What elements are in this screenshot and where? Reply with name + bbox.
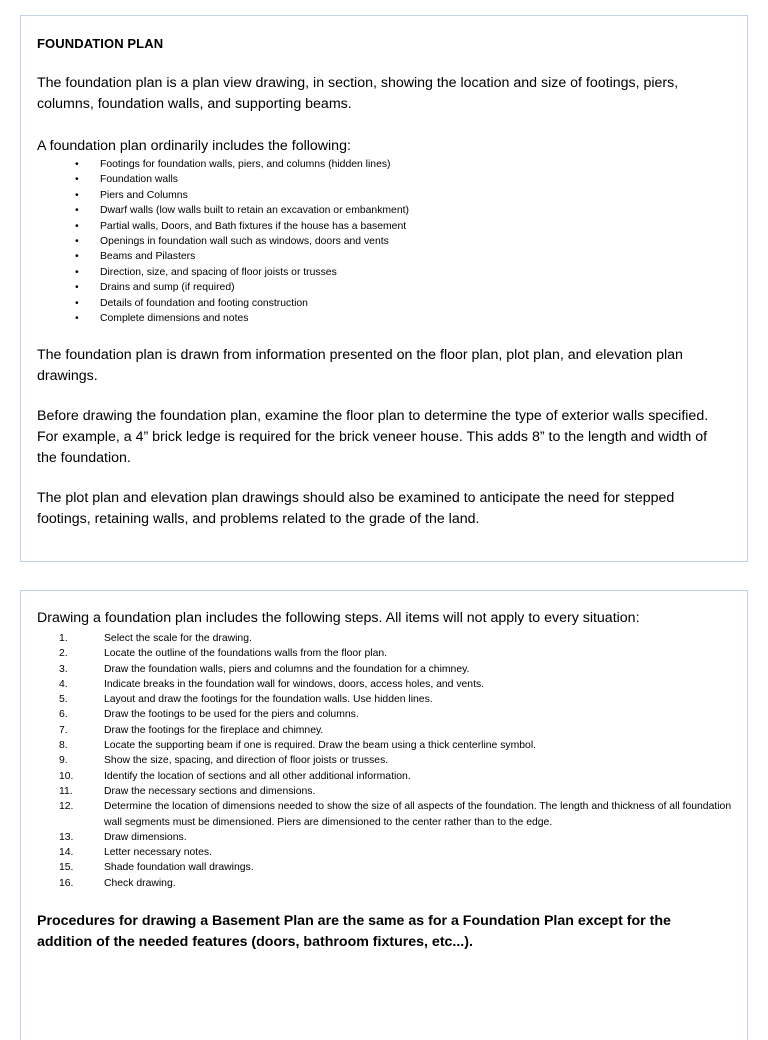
step-number: 3.	[59, 663, 68, 675]
steps-list	[59, 631, 739, 891]
list-item: • Complete dimensions and notes	[75, 311, 409, 326]
step-text: Letter necessary notes.	[104, 847, 213, 859]
step-number: 9.	[59, 755, 68, 767]
list-item: • Details of foundation and footing construction	[75, 296, 409, 311]
list-item: • Partial walls, Doors, and Bath fixtures if the house has a basement	[75, 219, 409, 234]
step-item	[59, 769, 739, 784]
list-item: • Drains and sump (if required)	[75, 280, 409, 295]
step-text: Draw dimensions.	[104, 831, 187, 843]
drawn-from-paragraph: The foundation plan is drawn from information presented on the floor plan, plot plan, and elevation plan drawings.	[37, 347, 683, 384]
step-number: 1.	[59, 633, 68, 644]
drawing-steps-card	[20, 590, 748, 1040]
list-item: • Footings for foundation walls, piers, and columns (hidden lines)	[75, 157, 409, 172]
step-text: Draw the foundation walls, piers and columns and the foundation for a chimney.	[104, 663, 470, 675]
basement-note: Procedures for drawing a Basement Plan are the same as for a Foundation Plan except for the addition of the needed features (doors, bathroom fixtures, etc...).	[37, 913, 671, 950]
step-item	[59, 876, 739, 891]
step-item	[59, 830, 739, 845]
step-number: 8.	[59, 740, 68, 752]
includes-list	[75, 157, 409, 326]
step-text: Layout and draw the footings for the foundation walls. Use hidden lines.	[104, 694, 433, 706]
step-text: Determine the location of dimensions needed to show the size of all aspects of the foundation. The length and thickness of all foundation wall segments must be dimensioned. Piers are dimensioned to the center rather than to the edge.	[104, 801, 732, 828]
list-item: • Foundation walls	[75, 172, 409, 187]
step-number: 6.	[59, 709, 68, 721]
plot-plan-paragraph: The plot plan and elevation plan drawings should also be examined to anticipate the need for stepped footings, retaining walls, and problems related to the grade of the land.	[37, 490, 675, 527]
step-text: Identify the location of sections and all other additional information.	[104, 770, 411, 782]
step-item	[59, 784, 739, 799]
step-item	[59, 662, 739, 677]
step-number: 11.	[59, 785, 73, 797]
step-item	[59, 707, 739, 722]
step-text: Select the scale for the drawing.	[104, 633, 252, 644]
step-text: Shade foundation wall drawings.	[104, 862, 254, 874]
step-text: Draw the footings for the fireplace and chimney.	[104, 724, 324, 736]
step-text: Show the size, spacing, and direction of floor joists or trusses.	[104, 755, 389, 767]
section-title: FOUNDATION PLAN	[37, 36, 164, 51]
intro-paragraph: The foundation plan is a plan view drawing, in section, showing the location and size of footings, piers, columns, foundation walls, and supporting beams.	[37, 75, 679, 112]
step-item	[59, 799, 739, 830]
step-item	[59, 692, 739, 707]
step-number: 5.	[59, 694, 68, 706]
step-text: Locate the outline of the foundations walls from the floor plan.	[104, 648, 388, 660]
foundation-plan-card	[20, 15, 748, 562]
step-item	[59, 753, 739, 768]
step-text: Locate the supporting beam if one is required. Draw the beam using a thick centerline symbol.	[104, 740, 537, 752]
step-text: Indicate breaks in the foundation wall for windows, doors, access holes, and vents.	[104, 678, 485, 690]
step-number: 12.	[59, 801, 74, 813]
step-number: 13.	[59, 831, 74, 843]
list-item: • Piers and Columns	[75, 188, 409, 203]
step-text: Draw the necessary sections and dimensions.	[104, 785, 316, 797]
step-item	[59, 723, 739, 738]
list-item: • Openings in foundation wall such as windows, doors and vents	[75, 234, 409, 249]
step-item	[59, 646, 739, 661]
includes-heading: A foundation plan ordinarily includes the following:	[37, 138, 351, 154]
step-item	[59, 860, 739, 875]
step-item	[59, 631, 739, 646]
list-item: • Beams and Pilasters	[75, 249, 409, 264]
step-number: 10.	[59, 770, 74, 782]
step-number: 2.	[59, 648, 68, 660]
step-text: Draw the footings to be used for the piers and columns.	[104, 709, 359, 721]
step-text: Check drawing.	[104, 877, 176, 889]
before-drawing-paragraph: Before drawing the foundation plan, examine the floor plan to determine the type of exterior walls specified. For example, a 4” brick ledge is required for the brick veneer house. This adds 8” to the length and width of the foundation.	[37, 408, 709, 466]
step-item	[59, 677, 739, 692]
step-number: 15.	[59, 862, 74, 874]
step-number: 16.	[59, 877, 74, 889]
list-item: • Dwarf walls (low walls built to retain an excavation or embankment)	[75, 203, 409, 218]
list-item: • Direction, size, and spacing of floor joists or trusses	[75, 265, 409, 280]
step-number: 7.	[59, 724, 68, 736]
step-number: 14.	[59, 847, 74, 859]
step-number: 4.	[59, 678, 68, 690]
step-item	[59, 845, 739, 860]
step-item	[59, 738, 739, 753]
steps-heading: Drawing a foundation plan includes the following steps. All items will not apply to every situation:	[37, 610, 640, 626]
